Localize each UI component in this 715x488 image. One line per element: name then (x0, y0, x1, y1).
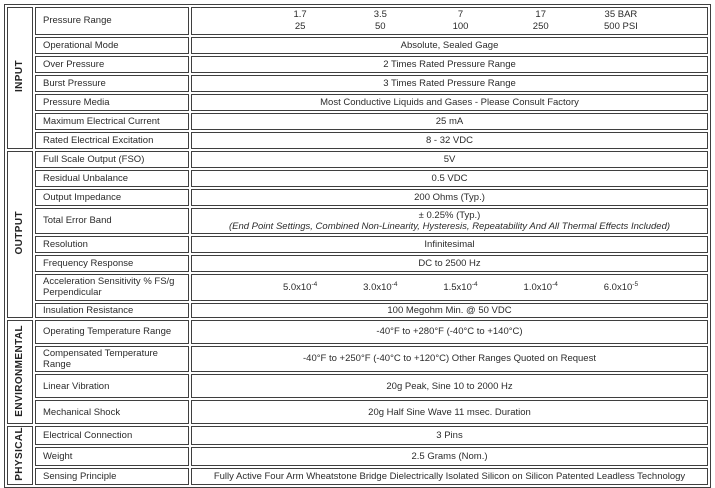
rated-electrical-excitation-label: Rated Electrical Excitation (35, 132, 189, 149)
spec-sheet (4, 4, 711, 488)
residual-unbalance-label: Residual Unbalance (35, 170, 189, 187)
insulation-resistance-label: Insulation Resistance (35, 303, 189, 318)
accel-base-3: 1.5x10 (443, 281, 472, 293)
over-pressure-label: Over Pressure (35, 56, 189, 73)
acceleration-sensitivity-columns (198, 282, 701, 293)
row-residual-unbalance (7, 170, 708, 187)
total-error-band-value (191, 208, 708, 234)
accel-exp-1: -4 (311, 280, 318, 288)
accel-col-5 (581, 282, 661, 293)
row-output-impedance (7, 189, 708, 206)
resolution-label: Resolution (35, 236, 189, 253)
specification-table (4, 4, 711, 488)
burst-pressure-value: 3 Times Rated Pressure Range (191, 75, 708, 92)
electrical-connection-label: Electrical Connection (35, 426, 189, 445)
section-physical-text: PHYSICAL (14, 427, 26, 481)
weight-label: Weight (35, 447, 189, 466)
accel-base-4: 1.0x10 (523, 281, 553, 293)
row-linear-vibration (7, 374, 708, 398)
resolution-value: Infinitesimal (191, 236, 708, 253)
acceleration-sensitivity-label: Acceleration Sensitivity % FS/g Perpendicular (35, 274, 189, 300)
row-frequency-response (7, 255, 708, 272)
row-mechanical-shock (7, 400, 708, 424)
total-error-band-main: ± 0.25% (Typ.) (418, 209, 481, 221)
row-total-error-band (7, 208, 708, 234)
burst-pressure-label: Burst Pressure (35, 75, 189, 92)
accel-col-3 (420, 282, 500, 293)
section-input-text: INPUT (14, 60, 26, 93)
total-error-band-note: (End Point Settings, Combined Non-Linearity, Hysteresis, Repeatability And All Thermal Effects Included) (228, 220, 671, 232)
bar-value-1: 1.7 (293, 9, 307, 20)
insulation-resistance-value: 100 Megohm Min. @ 50 VDC (191, 303, 708, 318)
operational-mode-value: Absolute, Sealed Gage (191, 37, 708, 54)
pressure-col-3 (420, 9, 500, 33)
bar-value-2: 3.5 (373, 9, 387, 20)
operational-mode-label: Operational Mode (35, 37, 189, 54)
total-error-band-label: Total Error Band (35, 208, 189, 234)
output-impedance-value: 200 Ohms (Typ.) (191, 189, 708, 206)
accel-base-5: 6.0x10 (603, 281, 633, 293)
row-operational-mode (7, 37, 708, 54)
row-compensated-temperature-range (7, 346, 708, 372)
pressure-col-5 (581, 9, 661, 33)
bar-value-3: 7 (457, 9, 464, 20)
pressure-media-label: Pressure Media (35, 94, 189, 111)
row-sensing-principle (7, 468, 708, 485)
operating-temperature-range-label: Operating Temperature Range (35, 320, 189, 344)
row-resolution (7, 236, 708, 253)
operating-temperature-range-value: -40°F to +280°F (-40°C to +140°C) (191, 320, 708, 344)
row-maximum-electrical-current (7, 113, 708, 130)
pressure-range-value (191, 7, 708, 35)
row-operating-temperature-range (7, 320, 708, 344)
row-weight (7, 447, 708, 466)
accel-base-2: 3.0x10 (363, 281, 392, 293)
bar-value-5: 35 BAR (604, 9, 638, 20)
section-label-input (7, 7, 33, 149)
output-impedance-label: Output Impedance (35, 189, 189, 206)
accel-exp-5: -5 (632, 280, 639, 288)
rated-electrical-excitation-value: 8 - 32 VDC (191, 132, 708, 149)
full-scale-output-label: Full Scale Output (FSO) (35, 151, 189, 168)
frequency-response-label: Frequency Response (35, 255, 189, 272)
row-burst-pressure (7, 75, 708, 92)
sensing-principle-label: Sensing Principle (35, 468, 189, 485)
section-label-physical (7, 426, 33, 485)
residual-unbalance-value: 0.5 VDC (191, 170, 708, 187)
psi-value-2: 50 (375, 20, 386, 32)
pressure-range-label: Pressure Range (35, 7, 189, 35)
section-label-environmental (7, 320, 33, 424)
pressure-range-columns (198, 9, 701, 33)
compensated-temperature-range-label: Compensated Temperature Range (35, 346, 189, 372)
row-full-scale-output (7, 151, 708, 168)
section-output-text: OUTPUT (14, 210, 26, 255)
accel-col-2 (340, 282, 420, 293)
row-acceleration-sensitivity (7, 274, 708, 300)
row-electrical-connection (7, 426, 708, 445)
full-scale-output-value: 5V (191, 151, 708, 168)
acceleration-sensitivity-value (191, 274, 708, 300)
electrical-connection-value: 3 Pins (191, 426, 708, 445)
frequency-response-value: DC to 2500 Hz (191, 255, 708, 272)
maximum-electrical-current-value: 25 mA (191, 113, 708, 130)
psi-value-4: 250 (532, 20, 549, 32)
pressure-media-value: Most Conductive Liquids and Gases - Please Consult Factory (191, 94, 708, 111)
row-rated-electrical-excitation (7, 132, 708, 149)
accel-col-4 (501, 282, 581, 293)
bar-value-4: 17 (535, 9, 546, 20)
pressure-col-4 (501, 9, 581, 33)
row-insulation-resistance (7, 303, 708, 318)
psi-value-3: 100 (452, 20, 469, 32)
linear-vibration-value: 20g Peak, Sine 10 to 2000 Hz (191, 374, 708, 398)
weight-value: 2.5 Grams (Nom.) (191, 447, 708, 466)
row-pressure-range (7, 7, 708, 35)
accel-exp-2: -4 (391, 280, 398, 288)
section-environmental-text: ENVIRONMENTAL (14, 324, 26, 417)
pressure-col-2 (340, 9, 420, 33)
accel-col-1 (260, 282, 340, 293)
accel-exp-3: -4 (471, 280, 478, 288)
pressure-col-1 (260, 9, 340, 33)
maximum-electrical-current-label: Maximum Electrical Current (35, 113, 189, 130)
over-pressure-value: 2 Times Rated Pressure Range (191, 56, 708, 73)
psi-value-5: 500 PSI (604, 20, 638, 32)
accel-base-1: 5.0x10 (282, 281, 312, 293)
psi-value-1: 25 (294, 20, 306, 32)
compensated-temperature-range-value: -40°F to +250°F (-40°C to +120°C) Other Ranges Quoted on Request (191, 346, 708, 372)
mechanical-shock-label: Mechanical Shock (35, 400, 189, 424)
row-over-pressure (7, 56, 708, 73)
section-label-output (7, 151, 33, 318)
sensing-principle-value: Fully Active Four Arm Wheatstone Bridge Dielectrically Isolated Silicon on Silicon Patented Leadless Technology (191, 468, 708, 485)
linear-vibration-label: Linear Vibration (35, 374, 189, 398)
row-pressure-media (7, 94, 708, 111)
accel-exp-4: -4 (552, 280, 558, 288)
mechanical-shock-value: 20g Half Sine Wave 11 msec. Duration (191, 400, 708, 424)
